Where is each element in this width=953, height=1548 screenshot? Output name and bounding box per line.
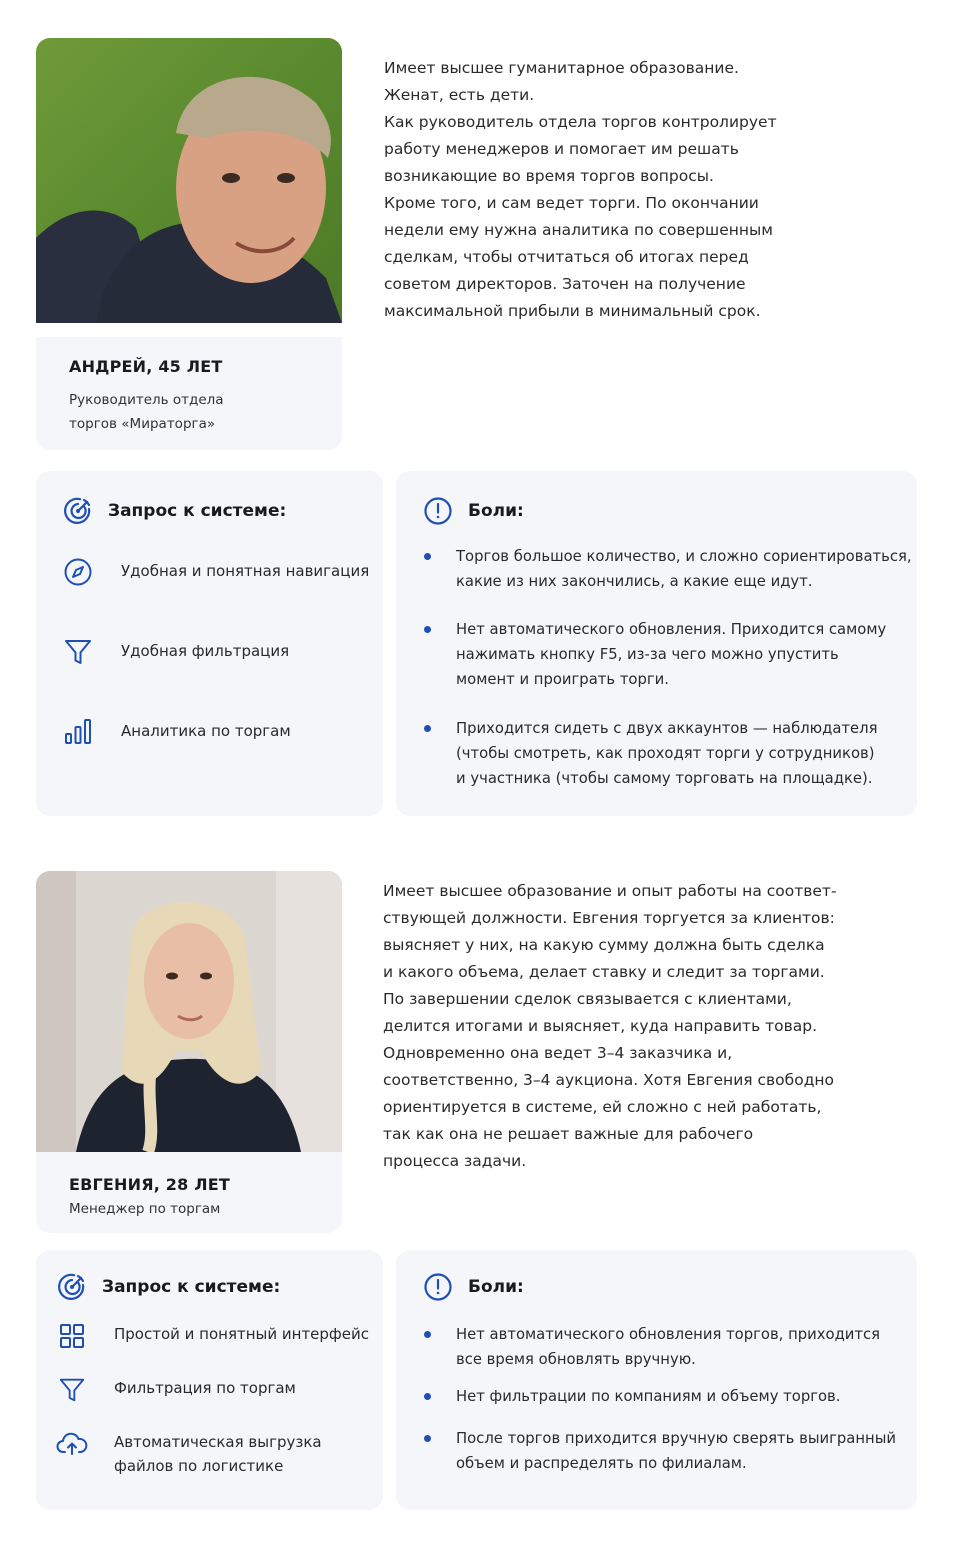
bio-line: соответственно, 3–4 аукциона. Хотя Евгения свободно [383,1071,835,1089]
persona1-photo [36,38,342,323]
bio-line: Женат, есть дети. [384,86,535,104]
bio-line: Имеет высшее гуманитарное образование. [384,59,739,77]
pains-title-text: Боли: [468,501,524,521]
bio-line: Одновременно она ведет 3–4 заказчика и, [383,1044,733,1062]
persona2-photo [36,871,342,1152]
pain-line: какие из них закончились, а какие еще идут. [456,573,813,590]
bullet-dot [424,553,431,560]
pain-line: все время обновлять вручную. [456,1351,696,1368]
alert-circle-icon [422,1271,454,1303]
bullet-dot [424,1435,431,1442]
target-icon [56,1271,88,1303]
bio-line: недели ему нужна аналитика по совершенным [384,221,773,239]
persona1-requests-card [36,471,383,816]
pain-item [424,716,904,791]
pains-title [422,1271,524,1303]
bio-line: процесса задачи. [383,1152,527,1170]
requests-title-text: Запрос к системе: [108,501,287,521]
request-text: Автоматическая выгрузка [114,1433,322,1451]
pain-line: момент и проиграть торги. [456,671,669,688]
bullet-dot [424,626,431,633]
persona1-name: АНДРЕЙ, 45 ЛЕТ [69,357,223,376]
bio-line: сделкам, чтобы отчитаться об итогах перед [384,248,749,266]
cloud-upload-icon [56,1428,88,1460]
request-text: Удобная фильтрация [121,642,290,660]
pain-item [424,1426,904,1476]
request-item [62,716,291,748]
pain-line: объем и распределять по филиалам. [456,1455,747,1472]
compass-icon [62,556,94,588]
bio-line: и какого объема, делает ставку и следит за торгами. [383,963,825,981]
bullet-dot [424,725,431,732]
bio-line: возникающие во время торгов вопросы. [384,167,714,185]
request-text: Аналитика по торгам [121,722,291,740]
bio-line: максимальной прибыли в минимальный срок. [384,302,761,320]
pain-item [424,1322,904,1372]
request-item [62,556,369,588]
pain-line: После торгов приходится вручную сверять выигранный [456,1430,896,1447]
bio-line: ствующей должности. Евгения торгуется за клиентов: [383,909,835,927]
requests-title [56,1271,280,1303]
persona1-pains-card [396,471,917,816]
pain-line: Торгов большое количество, и сложно сориентироваться, [456,548,912,565]
filter-icon [62,636,94,668]
persona1-role-line: торгов «Мираторга» [69,416,216,432]
request-text-block [114,1430,322,1478]
bio-line: делится итогами и выясняет, куда направить товар. [383,1017,818,1035]
persona2-role-line: Менеджер по торгам [69,1201,221,1217]
filter-icon [56,1374,88,1406]
pain-item [424,1384,904,1409]
bio-line: Кроме того, и сам ведет торги. По окончании [384,194,759,212]
pain-line: (чтобы смотреть, как проходят торги у сотрудников) [456,745,875,762]
requests-title-text: Запрос к системе: [102,1277,281,1297]
bar-chart-icon [62,716,94,748]
bullet-dot [424,1331,431,1338]
request-item [56,1320,369,1352]
bio-line: Имеет высшее образование и опыт работы на соответ- [383,882,837,900]
bio-line: ориентируется в системе, ей сложно с ней работать, [383,1098,822,1116]
pain-item [424,544,912,594]
pain-line: Нет автоматического обновления торгов, приходится [456,1326,881,1343]
bullet-dot [424,1393,431,1400]
request-item [56,1428,322,1478]
bio-line: работу менеджеров и помогает им решать [384,140,739,158]
pain-line: Нет фильтрации по компаниям и объему торгов. [456,1388,841,1405]
persona1-bio [384,55,854,325]
bio-line: выясняет у них, на какую сумму должна быть сделка [383,936,825,954]
persona1-role-line: Руководитель отдела [69,392,224,408]
pain-line: Приходится сидеть с двух аккаунтов — наблюдателя [456,720,878,737]
persona2-name: ЕВГЕНИЯ, 28 ЛЕТ [69,1175,230,1194]
persona2-requests-card [36,1250,383,1510]
request-text: Фильтрация по торгам [114,1379,296,1397]
persona2-bio [383,878,853,1175]
request-text: Простой и понятный интерфейс [114,1325,369,1343]
requests-title [62,495,286,527]
pain-line: Нет автоматического обновления. Приходится самому [456,621,887,638]
persona2-name-card [36,1152,342,1233]
request-text: файлов по логистике [114,1457,284,1475]
pains-title [422,495,524,527]
bio-line: По завершении сделок связывается с клиентами, [383,990,792,1008]
persona1-name-card [36,337,342,450]
grid-icon [56,1320,88,1352]
bio-line: так как она не решает важные для рабочего [383,1125,754,1143]
pain-line: и участника (чтобы самому торговать на площадке). [456,770,873,787]
alert-circle-icon [422,495,454,527]
pain-line: нажимать кнопку F5, из-за чего можно упустить [456,646,839,663]
bio-line: Как руководитель отдела торгов контролирует [384,113,777,131]
request-item [56,1374,296,1406]
request-item [62,636,289,668]
persona2-pains-card [396,1250,917,1510]
pain-item [424,617,904,692]
request-text: Удобная и понятная навигация [121,562,370,580]
target-icon [62,495,94,527]
pains-title-text: Боли: [468,1277,524,1297]
bio-line: советом директоров. Заточен на получение [384,275,746,293]
